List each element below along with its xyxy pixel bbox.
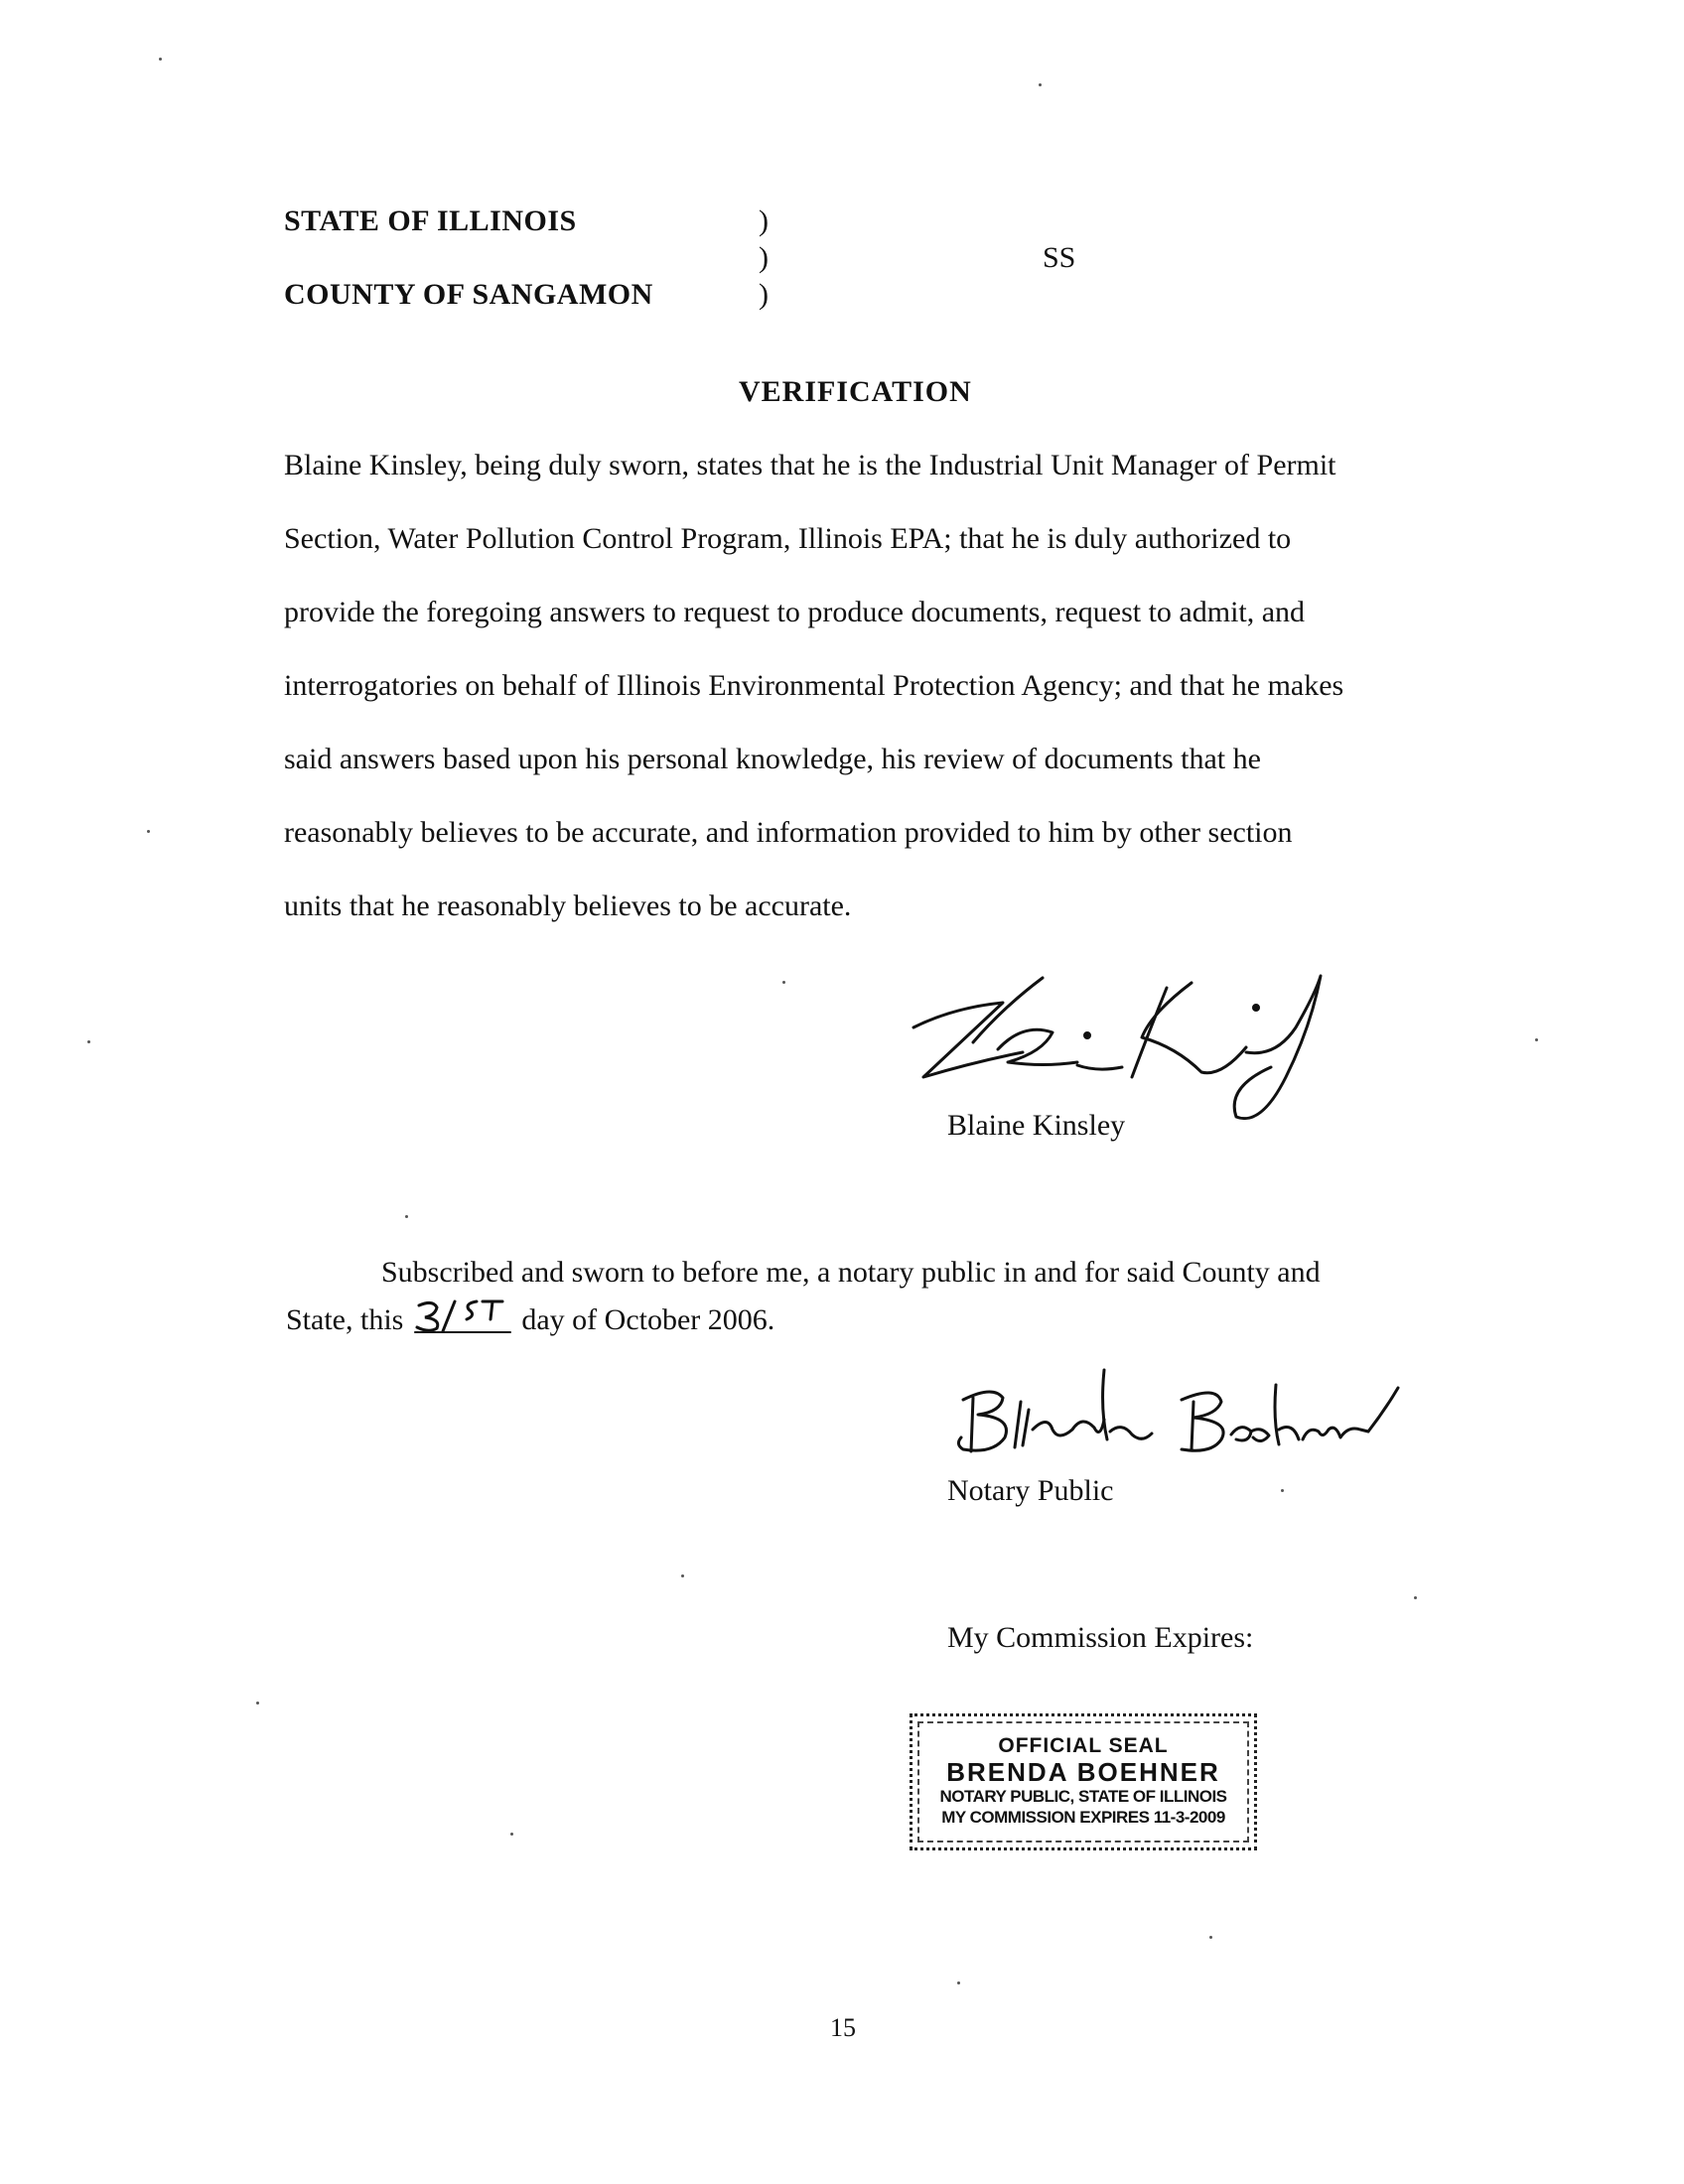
page-number: 15 bbox=[830, 2013, 856, 2042]
state-caption: STATE OF ILLINOIS bbox=[284, 205, 577, 237]
document-title: VERIFICATION bbox=[739, 375, 972, 408]
scan-speck bbox=[782, 981, 785, 984]
body-line: said answers based upon his personal knowledge, his review of documents that he bbox=[284, 743, 1261, 775]
body-line: provide the foregoing answers to request to produce documents, request to admit, and bbox=[284, 596, 1306, 628]
notary-title: Notary Public bbox=[947, 1474, 1114, 1507]
body-line: Section, Water Pollution Control Program, Illinois EPA; that he is duly authorized to bbox=[284, 522, 1292, 555]
caption-paren-3: ) bbox=[759, 278, 769, 311]
jurat-suffix: day of October 2006. bbox=[521, 1303, 775, 1336]
scan-speck bbox=[1414, 1596, 1417, 1599]
jurat-line-1: Subscribed and sworn to before me, a notary public in and for said County and bbox=[381, 1256, 1321, 1289]
scan-speck bbox=[1209, 1936, 1212, 1939]
scan-speck bbox=[510, 1833, 513, 1836]
scan-speck bbox=[957, 1981, 960, 1984]
scan-speck bbox=[1039, 83, 1042, 86]
body-line: units that he reasonably believes to be accurate. bbox=[284, 889, 852, 922]
notary-signature bbox=[933, 1360, 1410, 1469]
scan-speck bbox=[681, 1574, 684, 1577]
jurat-prefix: State, this bbox=[286, 1303, 404, 1336]
seal-name: BRENDA BOEHNER bbox=[946, 1757, 1220, 1787]
ss-mark: SS bbox=[1043, 241, 1076, 274]
scan-speck bbox=[159, 58, 162, 61]
scan-speck bbox=[256, 1702, 259, 1705]
signer-name: Blaine Kinsley bbox=[947, 1109, 1126, 1142]
seal-state: NOTARY PUBLIC, STATE OF ILLINOIS bbox=[939, 1787, 1227, 1806]
commission-label: My Commission Expires: bbox=[947, 1621, 1254, 1654]
handwritten-day bbox=[411, 1296, 514, 1335]
seal-title: OFFICIAL SEAL bbox=[998, 1734, 1169, 1757]
scan-speck bbox=[405, 1215, 408, 1218]
body-line: reasonably believes to be accurate, and information provided to him by other section bbox=[284, 816, 1293, 849]
scan-speck bbox=[147, 830, 150, 833]
caption-paren-2: ) bbox=[759, 241, 769, 274]
county-caption: COUNTY OF SANGAMON bbox=[284, 278, 653, 311]
caption-paren-1: ) bbox=[759, 205, 769, 237]
body-line: interrogatories on behalf of Illinois Environmental Protection Agency; and that he makes bbox=[284, 669, 1344, 702]
scan-speck bbox=[1535, 1038, 1538, 1041]
jurat-line-2 bbox=[286, 1296, 774, 1337]
scan-speck bbox=[1281, 1489, 1284, 1492]
official-seal-stamp bbox=[910, 1713, 1257, 1850]
scan-speck bbox=[87, 1040, 90, 1043]
seal-expiry: MY COMMISSION EXPIRES 11-3-2009 bbox=[941, 1808, 1225, 1827]
body-line: Blaine Kinsley, being duly sworn, states that he is the Industrial Unit Manager of Permit bbox=[284, 449, 1336, 481]
